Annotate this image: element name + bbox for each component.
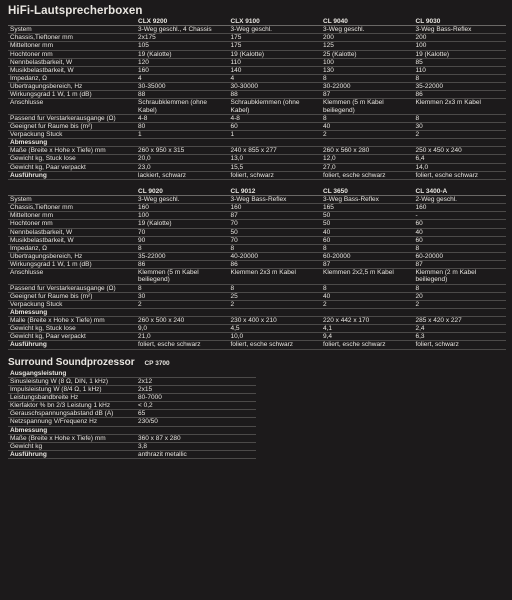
cell-value: 30-22000 xyxy=(323,83,351,91)
cell-value: 65 xyxy=(138,410,146,418)
row-label: Hochtoner mm xyxy=(10,50,53,58)
cell-value: 230/50 xyxy=(138,418,158,426)
surround-section xyxy=(8,356,506,460)
cell-value: 8 xyxy=(230,284,235,292)
model-header: CL 9040 xyxy=(323,18,348,25)
cell-value: 19 (Kalotte) xyxy=(415,50,450,58)
cell-value: 8 xyxy=(415,284,420,292)
table-row xyxy=(8,269,506,284)
row-label: System xyxy=(10,195,32,203)
header-blank xyxy=(8,188,136,196)
table-row xyxy=(8,377,256,385)
cell-value: 40 xyxy=(323,292,331,300)
row-label: Nennbelastbarkeit, W xyxy=(10,228,73,236)
cell-value: 70 xyxy=(138,228,146,236)
cell-value: 40-20000 xyxy=(230,252,258,260)
cell-value: 360 x 87 x 280 xyxy=(138,434,181,442)
cell-value: 160 xyxy=(230,204,242,212)
cell-value: < 0,2 xyxy=(138,402,153,410)
table-row xyxy=(8,155,506,163)
table-row xyxy=(8,99,506,114)
cell-value: 100 xyxy=(415,42,427,50)
cell-value: 260 x 500 x 240 xyxy=(138,317,185,325)
cell-value: 85 xyxy=(415,58,423,66)
cell-value: 35-22000 xyxy=(138,252,166,260)
cell-value: 260 x 560 x 280 xyxy=(323,147,370,155)
table-row xyxy=(8,418,256,426)
cell-value: 4,5 xyxy=(230,325,240,333)
table-row xyxy=(8,114,506,122)
cell-value: 8 xyxy=(138,244,142,252)
table-row xyxy=(8,26,506,34)
surround-model: CP 3700 xyxy=(144,359,170,367)
model-header: CLX 9200 xyxy=(138,18,168,25)
table-row xyxy=(8,147,506,155)
cell-value: 10,0 xyxy=(230,333,244,341)
cell-value: 2x175 xyxy=(138,34,156,42)
cell-value: 4-8 xyxy=(138,114,148,122)
model-header: CL 9020 xyxy=(138,187,163,195)
cell-value: 1 xyxy=(230,130,235,138)
cell-value: 4-8 xyxy=(230,114,240,122)
cell-value: 2-Weg geschl. xyxy=(415,195,457,203)
cell-value: 60 xyxy=(415,236,423,244)
cell-value xyxy=(414,308,507,316)
cell-value: 8 xyxy=(415,244,420,252)
cell-value: 70 xyxy=(230,220,238,228)
cell-value: 3-Weg Bass-Reflex xyxy=(230,195,287,203)
cell-value: 175 xyxy=(230,34,242,42)
row-label: Klerfaktor % bn 2/3 Leistung 1 kHz xyxy=(10,402,111,410)
row-label: Wirkungsgrad 1 W, 1 m (dB) xyxy=(10,91,92,99)
row-label: Passend fur Verstarkerausgange (Ω) xyxy=(10,284,116,292)
cell-value: 80 xyxy=(138,122,146,130)
table-row xyxy=(8,410,256,418)
row-label: Anschlusse xyxy=(10,269,44,277)
cell-value: 90 xyxy=(138,236,146,244)
cell-value: 100 xyxy=(323,58,334,66)
surround-title: Surround Soundprozessor xyxy=(8,356,135,368)
cell-value: 15,5 xyxy=(230,163,244,171)
cell-value: 9,4 xyxy=(323,333,333,341)
cell-value: 19 (Kalotte) xyxy=(230,50,265,58)
row-label: Verpackung Stuck xyxy=(10,130,63,138)
cell-value: foliert, esche schwarz xyxy=(415,171,478,179)
cell-value: 2 xyxy=(415,300,420,308)
table-header-row xyxy=(8,18,506,26)
page-title: HiFi-Lautsprecherboxen xyxy=(8,5,143,17)
cell-value: 86 xyxy=(415,91,423,99)
cell-value: 21,0 xyxy=(138,333,151,341)
row-label: Ausführung xyxy=(10,451,47,459)
cell-value: 60 xyxy=(323,236,331,244)
cell-value: 87 xyxy=(415,261,423,269)
cell-value: 6,4 xyxy=(415,155,425,163)
row-label: Chassis,Tieftoner mm xyxy=(10,34,73,42)
header-blank xyxy=(8,18,136,26)
table-row xyxy=(8,434,256,442)
cell-value: 87 xyxy=(323,91,331,99)
table-row xyxy=(8,220,506,228)
model-header: CL 9012 xyxy=(230,187,256,195)
cell-value: 50 xyxy=(323,212,331,220)
row-label: Netzspannung V/Frequenz Hz xyxy=(10,418,98,426)
cell-value: 40 xyxy=(323,122,331,130)
table-row xyxy=(8,42,506,50)
cell-value: 220 x 442 x 170 xyxy=(323,317,370,325)
cell-value: 12,0 xyxy=(323,155,336,163)
surround-spec-table xyxy=(8,370,256,460)
cell-value xyxy=(136,139,229,147)
row-label: Ubertragungsbereich, Hz xyxy=(10,83,83,91)
row-label: Maße (Breite x Hohe x Tiefe) mm xyxy=(10,147,106,155)
table-row xyxy=(8,292,506,300)
table-row xyxy=(8,402,256,410)
table-row xyxy=(8,91,506,99)
cell-value: 200 xyxy=(323,34,334,42)
table-row xyxy=(8,236,506,244)
cell-value: Klemmen (5 m Kabel beiliegend) xyxy=(138,269,199,284)
table-row xyxy=(8,66,506,74)
cell-value: 70 xyxy=(230,236,238,244)
cell-value: 3-Weg geschl. xyxy=(230,26,272,34)
table-row xyxy=(8,204,506,212)
cell-value: foliert, esche schwarz xyxy=(323,171,386,179)
cell-value: 2 xyxy=(415,130,420,138)
row-label: Verpackung Stuck xyxy=(10,300,63,308)
cell-value: 4 xyxy=(230,74,235,82)
cell-value: 30 xyxy=(138,292,146,300)
cell-value: foliert, schwarz xyxy=(415,341,459,349)
table-row xyxy=(8,451,256,459)
row-label: Passend fur Verstarkerausgange (Ω) xyxy=(10,114,116,122)
cell-value: 230 x 400 x 210 xyxy=(230,317,277,325)
cell-value: lackiert, schwarz xyxy=(138,171,187,179)
cell-value: 125 xyxy=(323,42,334,50)
cell-value: 88 xyxy=(230,91,238,99)
cell-value: 60 xyxy=(415,220,423,228)
row-label: Ausführung xyxy=(10,171,47,179)
cell-value: 240 x 855 x 277 xyxy=(230,147,277,155)
cell-value: 60-20000 xyxy=(323,252,351,260)
row-label: Maße (Breite x Hohe x Tiefe) mm xyxy=(10,434,106,442)
row-label: Hochtoner mm xyxy=(10,220,53,228)
model-header: CL 9030 xyxy=(415,18,441,25)
cell-value: 3,8 xyxy=(138,442,148,450)
cell-value: 105 xyxy=(138,42,149,50)
cell-value: foliert, schwarz xyxy=(230,171,274,179)
cell-value: 200 xyxy=(415,34,427,42)
cell-value: foliert, esche schwarz xyxy=(323,341,386,349)
cell-value: Klemmen (5 m Kabel beiliegend) xyxy=(323,99,384,114)
cell-value: 86 xyxy=(138,261,146,269)
section-row xyxy=(8,139,506,147)
cell-value: 8 xyxy=(415,114,420,122)
cell-value: 165 xyxy=(323,204,334,212)
cell-value: 4,1 xyxy=(323,325,333,333)
table-row xyxy=(8,195,506,203)
cell-value: 2 xyxy=(323,130,327,138)
row-label: Sinusleistung W (8 Ω, DIN, 1 kHz) xyxy=(10,377,109,385)
cell-value: 2 xyxy=(138,300,142,308)
cell-value: 160 xyxy=(138,66,149,74)
cell-value: - xyxy=(415,212,418,220)
table-row xyxy=(8,325,506,333)
cell-value: 6,3 xyxy=(415,333,425,341)
cell-value: 3-Weg geschl. xyxy=(138,195,180,203)
row-label: Wirkungsgrad 1 W, 1 m (dB) xyxy=(10,261,92,269)
row-label: Impedanz, Ω xyxy=(10,74,48,82)
section-row xyxy=(8,308,506,316)
cell-value: 19 (Kalotte) xyxy=(138,50,172,58)
table-row xyxy=(8,130,506,138)
cell-value xyxy=(229,308,322,316)
cell-value: 20,0 xyxy=(138,155,151,163)
cell-value: 27,0 xyxy=(323,163,336,171)
row-label: Musikbelastbarkeit, W xyxy=(10,236,74,244)
cell-value: 23,0 xyxy=(138,163,151,171)
cell-value xyxy=(321,308,414,316)
cell-value: 3-Weg geschl. xyxy=(323,26,365,34)
row-label: Musikbelastbarkeit, W xyxy=(10,66,74,74)
cell-value: Klemmen (2 m Kabel beiliegend) xyxy=(415,269,477,284)
row-label: Gewicht kg, Paar verpackt xyxy=(10,163,86,171)
row-label: Malle (Breite x Hohe x Tiefe) mm xyxy=(10,317,105,325)
table-header-row xyxy=(8,188,506,196)
cell-value: 100 xyxy=(138,212,149,220)
cell-value: 8 xyxy=(323,244,327,252)
row-label: Abmessung xyxy=(10,139,48,147)
cell-value: 25 (Kalotte) xyxy=(323,50,357,58)
section-row xyxy=(8,426,256,434)
cell-value xyxy=(136,426,256,434)
cell-value: 50 xyxy=(323,220,331,228)
cell-value: Klemmen 2x3 m Kabel xyxy=(230,269,296,277)
table-row xyxy=(8,83,506,91)
row-label: Mitteltoner mm xyxy=(10,42,53,50)
model-header: CL 3400-A xyxy=(415,187,448,195)
cell-value: 8 xyxy=(323,114,327,122)
cell-value xyxy=(229,139,322,147)
cell-value: 13,0 xyxy=(230,155,244,163)
cell-value: 3-Weg Bass-Reflex xyxy=(415,26,472,34)
row-label: Abmessung xyxy=(10,308,48,316)
cell-value: 40 xyxy=(323,228,331,236)
cell-value: 30 xyxy=(415,122,423,130)
cell-value: 285 x 420 x 227 xyxy=(415,317,462,325)
cell-value: 3-Weg Bass-Reflex xyxy=(323,195,379,203)
cell-value: 35-22000 xyxy=(415,83,443,91)
cell-value: 8 xyxy=(138,284,142,292)
cell-value: 130 xyxy=(323,66,334,74)
cell-value: 30-30000 xyxy=(230,83,258,91)
table-row xyxy=(8,122,506,130)
cell-value: 1 xyxy=(138,130,142,138)
row-label: Ausführung xyxy=(10,341,47,349)
speaker-spec-table-2 xyxy=(8,188,506,350)
table-row xyxy=(8,244,506,252)
table-row xyxy=(8,50,506,58)
cell-value: 8 xyxy=(323,74,327,82)
cell-value: 260 x 950 x 315 xyxy=(138,147,185,155)
cell-value: Klemmen 2x2,5 m Kabel xyxy=(323,269,394,277)
cell-value: 110 xyxy=(230,58,241,66)
table-row xyxy=(8,333,506,341)
cell-value: 160 xyxy=(138,204,149,212)
table-row xyxy=(8,212,506,220)
cell-value: 19 (Kalotte) xyxy=(138,220,172,228)
cell-value xyxy=(321,139,414,147)
cell-value: foliert, esche schwarz xyxy=(138,341,201,349)
model-header: CL 3650 xyxy=(323,187,348,195)
cell-value: 250 x 450 x 240 xyxy=(415,147,462,155)
cell-value: 8 xyxy=(415,74,420,82)
cell-value: Klemmen 2x3 m Kabel xyxy=(415,99,481,107)
cell-value: Schraubklemmen (ohne Kabel) xyxy=(138,99,208,114)
section-row xyxy=(8,370,256,378)
cell-value: 87 xyxy=(323,261,331,269)
cell-value: foliert, esche schwarz xyxy=(230,341,293,349)
table-row xyxy=(8,58,506,66)
cell-value: 25 xyxy=(230,292,238,300)
cell-value: 88 xyxy=(138,91,146,99)
cell-value: 60-20000 xyxy=(415,252,443,260)
cell-value: 2 xyxy=(230,300,235,308)
model-header: CLX 9100 xyxy=(230,18,260,25)
cell-value: 9,0 xyxy=(138,325,148,333)
row-label: Chassis,Tieftoner mm xyxy=(10,204,73,212)
row-label: Gewicht kg, Stuck lose xyxy=(10,155,76,163)
table-row xyxy=(8,252,506,260)
cell-value: 2 xyxy=(323,300,327,308)
table-row xyxy=(8,442,256,450)
cell-value: 2x15 xyxy=(138,385,153,393)
speaker-spec-table-1 xyxy=(8,18,506,180)
cell-value: 8 xyxy=(323,284,327,292)
table-row xyxy=(8,34,506,42)
cell-value: 40 xyxy=(415,228,423,236)
cell-value: Schraubklemmen (ohne Kabel) xyxy=(230,99,300,114)
cell-value: 120 xyxy=(138,58,149,66)
row-label: Anschlusse xyxy=(10,99,44,107)
row-label: System xyxy=(10,26,32,34)
cell-value: 80-7000 xyxy=(138,394,162,402)
row-label: Geeignet fur Raume bis (m²) xyxy=(10,292,93,300)
cell-value: 4 xyxy=(138,74,142,82)
table-row xyxy=(8,228,506,236)
table-row xyxy=(8,74,506,82)
table-row xyxy=(8,394,256,402)
row-label: Ubertragungsbereich, Hz xyxy=(10,252,83,260)
cell-value: 140 xyxy=(230,66,242,74)
row-label: Leistungsbandbreite Hz xyxy=(10,394,79,402)
table-row xyxy=(8,284,506,292)
cell-value: 50 xyxy=(230,228,238,236)
row-label: Gewicht kg, Stuck lose xyxy=(10,325,76,333)
row-label: Gewicht kg xyxy=(10,442,43,450)
row-label: Mitteltoner mm xyxy=(10,212,53,220)
cell-value: 2,4 xyxy=(415,325,425,333)
cell-value: 8 xyxy=(230,244,235,252)
cell-value: 87 xyxy=(230,212,238,220)
table-row xyxy=(8,341,506,349)
cell-value: 20 xyxy=(415,292,423,300)
table-row xyxy=(8,300,506,308)
table-row xyxy=(8,317,506,325)
table-row xyxy=(8,385,256,393)
row-label: Gerauschspannungsabstand dB (A) xyxy=(10,410,114,418)
cell-value xyxy=(414,139,507,147)
cell-value: 175 xyxy=(230,42,242,50)
cell-value: anthrazit metallic xyxy=(138,451,187,459)
cell-value: 110 xyxy=(415,66,426,74)
row-label: Ausgangsleistung xyxy=(10,369,67,377)
cell-value: 86 xyxy=(230,261,238,269)
cell-value: 60 xyxy=(230,122,238,130)
cell-value xyxy=(136,370,256,378)
cell-value: 160 xyxy=(415,204,427,212)
cell-value xyxy=(136,308,229,316)
row-label: Nennbelastbarkeit, W xyxy=(10,58,73,66)
row-label: Impedanz, Ω xyxy=(10,244,48,252)
row-label: Impulsleistung W (8/4 Ω, 1 kHz) xyxy=(10,385,102,393)
cell-value: 30-35000 xyxy=(138,83,166,91)
table-row xyxy=(8,163,506,171)
table-row xyxy=(8,171,506,179)
row-label: Geeignet fur Raume bis (m²) xyxy=(10,122,93,130)
row-label: Abmessung xyxy=(10,426,48,434)
cell-value: 3-Weg geschl., 4 Chassis xyxy=(138,26,212,34)
row-label: Gewicht kg, Paar verpackt xyxy=(10,333,86,341)
cell-value: 2x12 xyxy=(138,377,153,385)
cell-value: 14,0 xyxy=(415,163,429,171)
table-row xyxy=(8,261,506,269)
